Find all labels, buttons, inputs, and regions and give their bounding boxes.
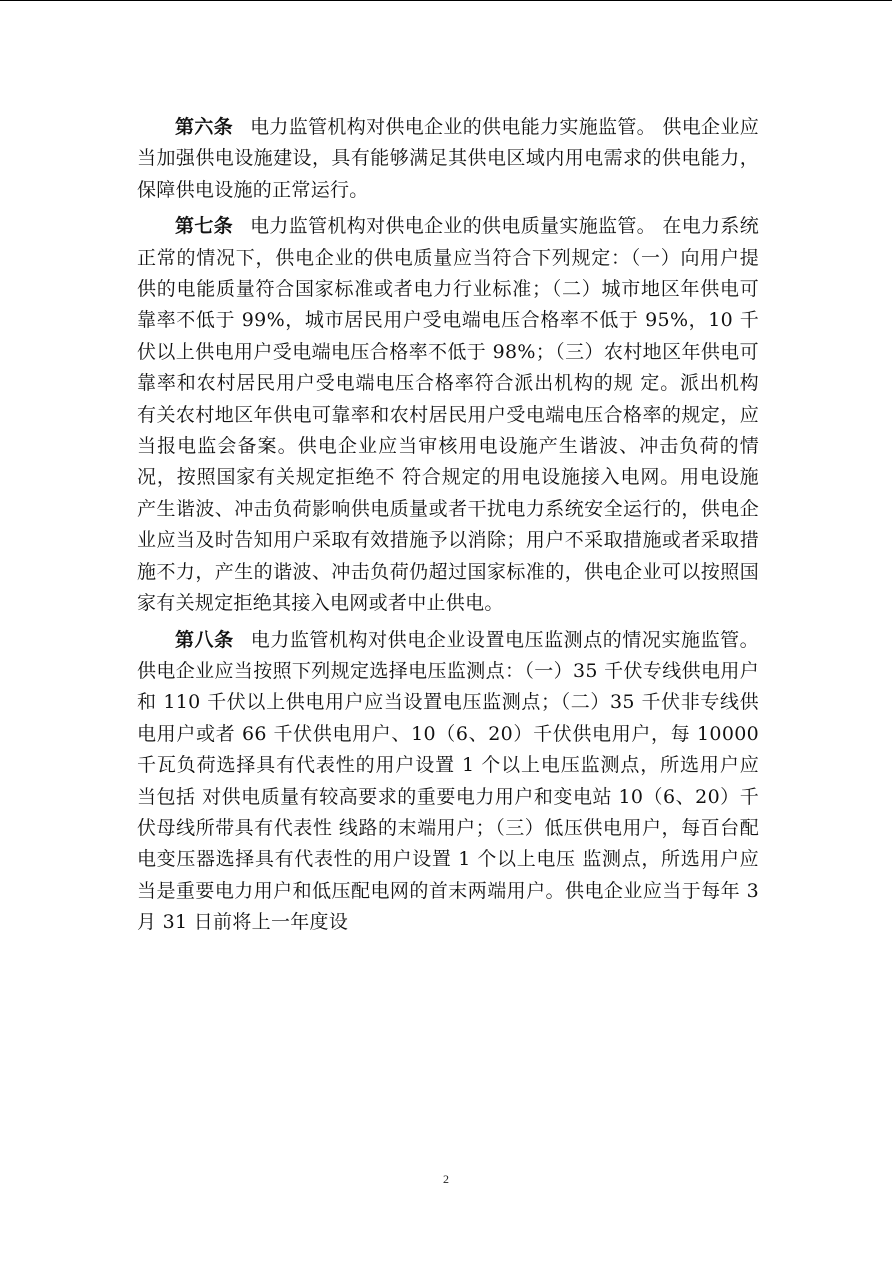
article-8	[137, 625, 759, 939]
article-number: 第六条	[175, 116, 233, 138]
article-text: 电力监管机构对供电企业设置电压监测点的情况实施监管。 供电企业应当按照下列规定选择电压监测点：（一）35 千伏专线供电用户和 110 千伏以上供电用户应当设置电压监测点；（二）35 千伏非专线供电用户或者 66 千伏供电用户、10（6、20）千伏供电用户，每 10000 千瓦负荷选择具有代表性的用户设置 1 个以上电压监测点，所选用户应当包括 对供电质量有较高要求的重要电力用户和变电站 10（6、20）千伏母线所带具有代表性 线路的末端用户；（三）低压供电用户，每百台配电变压器选择具有代表性的用户设置 1 个以上电压 监测点，所选用户应当是重要电力用户和低压配电网的首末两端用户。供电企业应当于每年 3 月 31 日前将上一年度设	[137, 628, 759, 934]
article-text: 电力监管机构对供电企业的供电质量实施监管。 在电力系统正常的情况下，供电企业的供电质量应当符合下列规定：（一）向用户提供的电能质量符合国家标准或者电力行业标准；（二）城市地区年供电可靠率不低于 99%，城市居民用户受电端电压合格率不低于 95%，10 千伏以上供电用户受电端电压合格率不低于 98%；（三）农村地区年供电可靠率和农村居民用户受电端电压合格率符合派出机构的规 定。派出机构有关农村地区年供电可靠率和农村居民用户受电端电压合格率的规定，应当报电监会备案。供电企业应当审核用电设施产生谐波、冲击负荷的情况，按照国家有关规定拒绝不 符合规定的用电设施接入电网。用电设施产生谐波、冲击负荷影响供电质量或者干扰电力系统安全运行的，供电企业应当及时告知用户采取有效措施予以消除；用户不采取措施或者采取措施不力，产生的谐波、冲击负荷仍超过国家标准的，供电企业可以按照国 家有关规定拒绝其接入电网或者中止供电。	[137, 215, 759, 615]
page-top-border	[0, 0, 892, 1]
article-7	[137, 211, 759, 619]
article-number: 第七条	[175, 215, 233, 238]
page-number: 2	[443, 1172, 449, 1186]
document-body	[137, 112, 759, 944]
article-number: 第八条	[175, 628, 234, 651]
article-6	[137, 112, 759, 206]
article-text: 电力监管机构对供电企业的供电能力实施监管。 供电企业应当加强供电设施建设，具有能够满足其供电区域内用电需求的供电能力，保障供电设施的正常运行。	[137, 116, 759, 201]
